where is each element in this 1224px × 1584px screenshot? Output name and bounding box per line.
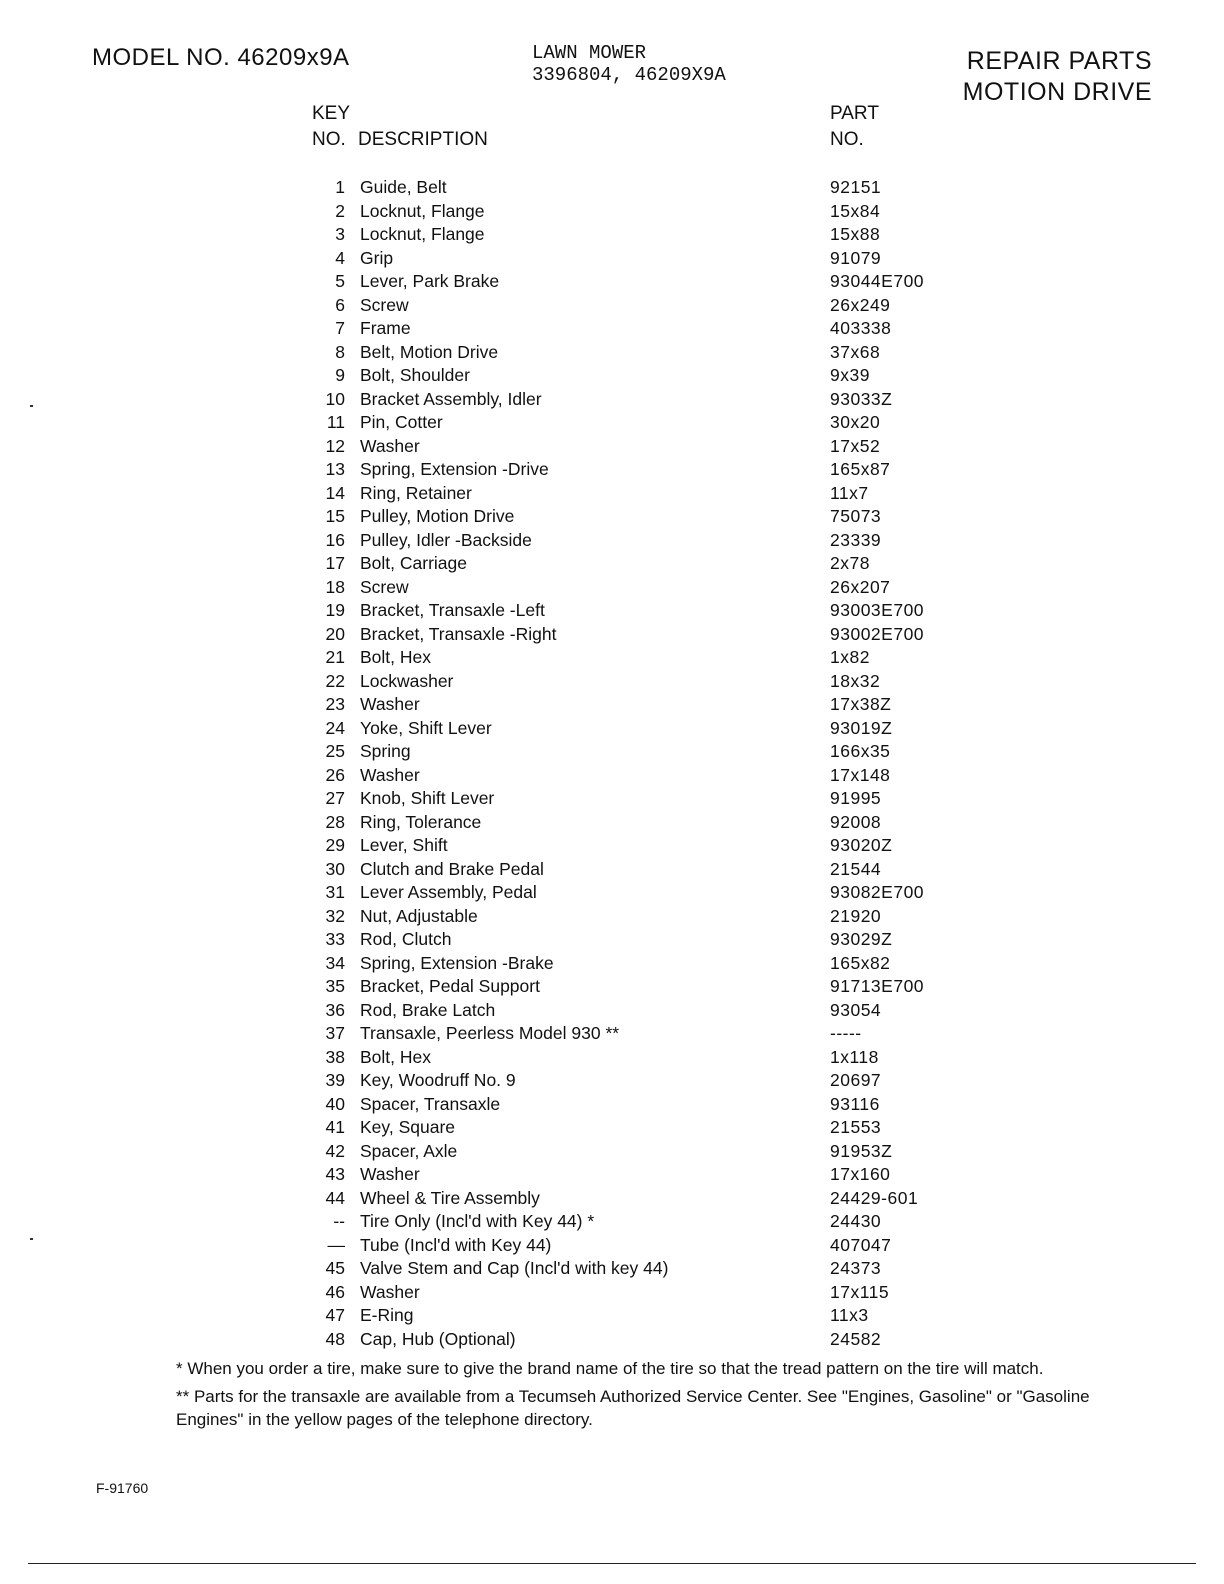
part-number: 93020Z bbox=[830, 835, 893, 855]
part-row bbox=[300, 529, 1000, 553]
key-number: 26 bbox=[325, 764, 345, 785]
part-number: 92008 bbox=[830, 811, 882, 832]
part-row bbox=[300, 1328, 1000, 1352]
part-number: 17x115 bbox=[830, 1281, 890, 1302]
part-row bbox=[300, 1281, 1000, 1305]
part-row bbox=[300, 764, 1000, 788]
part-row bbox=[300, 1093, 1000, 1117]
part-number: 1x118 bbox=[830, 1046, 879, 1067]
part-description: Tube (Incl'd with Key 44) bbox=[360, 1234, 552, 1255]
key-number: 24 bbox=[325, 717, 345, 738]
key-number: 2 bbox=[335, 200, 345, 221]
part-row bbox=[300, 1257, 1000, 1281]
part-description: Screw bbox=[360, 576, 409, 597]
part-description: Bolt, Shoulder bbox=[360, 365, 470, 385]
part-row bbox=[300, 364, 1000, 388]
model-number: MODEL NO. 46209x9A bbox=[92, 44, 350, 71]
key-number: 17 bbox=[325, 553, 345, 573]
part-row bbox=[300, 270, 1000, 294]
product-name: LAWN MOWER bbox=[532, 42, 647, 64]
part-description: Wheel & Tire Assembly bbox=[360, 1187, 540, 1208]
part-number: 93029Z bbox=[830, 929, 893, 949]
part-description: Washer bbox=[360, 1164, 420, 1184]
part-description: Washer bbox=[360, 435, 420, 456]
key-number: 6 bbox=[335, 294, 345, 315]
part-number: 11x3 bbox=[830, 1305, 869, 1325]
part-number: 166x35 bbox=[830, 741, 891, 761]
part-row bbox=[300, 223, 1000, 247]
key-number: 36 bbox=[325, 999, 345, 1020]
key-number: 18 bbox=[325, 576, 345, 597]
part-number: 407047 bbox=[830, 1234, 892, 1255]
part-number: 17x52 bbox=[830, 435, 881, 456]
key-number: 10 bbox=[325, 388, 345, 409]
part-description: Screw bbox=[360, 294, 409, 315]
key-number: 4 bbox=[335, 247, 345, 268]
part-description: Washer bbox=[360, 694, 420, 714]
part-description: Valve Stem and Cap (Incl'd with key 44) bbox=[360, 1258, 669, 1278]
key-number: 11 bbox=[326, 412, 345, 432]
part-number: 17x160 bbox=[830, 1164, 891, 1184]
part-description: Pin, Cotter bbox=[360, 412, 443, 432]
part-number: 23339 bbox=[830, 529, 882, 550]
part-number: 18x32 bbox=[830, 670, 881, 691]
part-row bbox=[300, 341, 1000, 365]
part-description: Spring, Extension -Brake bbox=[360, 952, 554, 973]
part-number: 93054 bbox=[830, 999, 882, 1020]
part-description: Locknut, Flange bbox=[360, 200, 485, 221]
part-description: Bracket, Transaxle -Right bbox=[360, 623, 557, 644]
key-number: 5 bbox=[335, 271, 345, 291]
part-row bbox=[300, 999, 1000, 1023]
part-row bbox=[300, 975, 1000, 999]
part-row bbox=[300, 576, 1000, 600]
part-row bbox=[300, 458, 1000, 482]
part-row bbox=[300, 599, 1000, 623]
part-row bbox=[300, 435, 1000, 459]
part-description: Spacer, Axle bbox=[360, 1140, 458, 1161]
part-number: 30x20 bbox=[830, 412, 881, 432]
part-header-line-1: PART bbox=[830, 103, 879, 124]
part-row bbox=[300, 740, 1000, 764]
part-number: 93002E700 bbox=[830, 623, 925, 644]
key-number: 16 bbox=[325, 529, 345, 550]
part-description: E-Ring bbox=[360, 1305, 414, 1325]
key-number: 19 bbox=[325, 600, 345, 620]
part-row bbox=[300, 552, 1000, 576]
key-number: 38 bbox=[325, 1046, 345, 1067]
part-row bbox=[300, 881, 1000, 905]
part-description: Pulley, Idler -Backside bbox=[360, 529, 532, 550]
key-number: 28 bbox=[325, 811, 345, 832]
key-header-line-1: KEY bbox=[312, 103, 351, 124]
part-number: 165x82 bbox=[830, 952, 891, 973]
key-number: 34 bbox=[325, 952, 345, 973]
part-number: 75073 bbox=[830, 506, 882, 526]
product-numbers: 3396804, 46209X9A bbox=[532, 64, 726, 86]
key-number: 39 bbox=[325, 1070, 345, 1090]
part-row bbox=[300, 1304, 1000, 1328]
key-number: 21 bbox=[325, 647, 345, 667]
part-description: Washer bbox=[360, 764, 420, 785]
part-number: 91995 bbox=[830, 788, 882, 808]
part-number: 93033Z bbox=[830, 388, 893, 409]
key-number: 1 bbox=[335, 177, 345, 197]
key-number: 25 bbox=[325, 741, 345, 761]
part-description: Lockwasher bbox=[360, 670, 454, 691]
part-column-header bbox=[830, 101, 879, 153]
part-number: 15x88 bbox=[830, 224, 881, 244]
key-number: 7 bbox=[335, 318, 345, 338]
part-description: Bolt, Carriage bbox=[360, 553, 467, 573]
part-description: Spring bbox=[360, 741, 411, 761]
part-number: 9x39 bbox=[830, 365, 870, 385]
key-number: 15 bbox=[325, 506, 345, 526]
part-description: Pulley, Motion Drive bbox=[360, 506, 515, 526]
part-number: 93044E700 bbox=[830, 271, 925, 291]
part-number: 26x207 bbox=[830, 576, 891, 597]
part-description: Belt, Motion Drive bbox=[360, 341, 499, 362]
part-row bbox=[300, 670, 1000, 694]
part-description: Cap, Hub (Optional) bbox=[360, 1328, 516, 1349]
key-number: 41 bbox=[325, 1117, 345, 1137]
part-description: Yoke, Shift Lever bbox=[360, 717, 492, 738]
part-row bbox=[300, 834, 1000, 858]
part-description: Spacer, Transaxle bbox=[360, 1093, 501, 1114]
part-number: 91713E700 bbox=[830, 976, 925, 996]
part-row bbox=[300, 717, 1000, 741]
part-description: Bracket Assembly, Idler bbox=[360, 388, 542, 409]
key-number: 12 bbox=[325, 435, 345, 456]
part-description: Lever, Park Brake bbox=[360, 271, 500, 291]
key-number: 47 bbox=[325, 1305, 345, 1325]
key-number: 22 bbox=[325, 670, 345, 691]
key-number: 29 bbox=[325, 835, 345, 855]
key-number: 31 bbox=[325, 882, 345, 902]
key-number: 44 bbox=[325, 1187, 345, 1208]
part-description: Bolt, Hex bbox=[360, 647, 431, 667]
part-row bbox=[300, 200, 1000, 224]
scan-speck bbox=[30, 1238, 33, 1240]
scan-speck bbox=[30, 405, 33, 407]
key-number: 37 bbox=[325, 1023, 345, 1043]
part-number: 92151 bbox=[830, 177, 882, 197]
part-number: 24582 bbox=[830, 1328, 882, 1349]
key-number: 43 bbox=[325, 1164, 345, 1184]
key-number: 23 bbox=[325, 694, 345, 714]
part-description: Washer bbox=[360, 1281, 420, 1302]
footnote-transaxle: ** Parts for the transaxle are available from a Tecumseh Authorized Service Center. See "Engines, Gasoline" or "Gasoline Engines" in the yellow pages of the telephone directory. bbox=[176, 1387, 1090, 1429]
part-row bbox=[300, 1234, 1000, 1258]
part-description: Rod, Clutch bbox=[360, 929, 452, 949]
part-description: Rod, Brake Latch bbox=[360, 999, 496, 1020]
part-row bbox=[300, 811, 1000, 835]
part-row bbox=[300, 623, 1000, 647]
part-number: 21544 bbox=[830, 858, 882, 879]
part-header-line-2: NO. bbox=[830, 129, 864, 150]
part-description: Bracket, Pedal Support bbox=[360, 976, 540, 996]
part-row bbox=[300, 928, 1000, 952]
part-description: Grip bbox=[360, 247, 394, 268]
part-description: Tire Only (Incl'd with Key 44) * bbox=[360, 1211, 595, 1231]
part-number: 24430 bbox=[830, 1211, 882, 1231]
part-row bbox=[300, 482, 1000, 506]
key-number: -- bbox=[333, 1211, 345, 1231]
part-number: 26x249 bbox=[830, 294, 891, 315]
part-row bbox=[300, 952, 1000, 976]
product-heading bbox=[532, 42, 726, 86]
part-row bbox=[300, 787, 1000, 811]
part-row bbox=[300, 388, 1000, 412]
part-description: Key, Woodruff No. 9 bbox=[360, 1070, 516, 1090]
key-number: 27 bbox=[325, 788, 345, 808]
part-number: 93019Z bbox=[830, 717, 893, 738]
part-row bbox=[300, 317, 1000, 341]
key-number: 14 bbox=[325, 482, 345, 503]
part-number: 37x68 bbox=[830, 341, 881, 362]
part-number: 24429-601 bbox=[830, 1187, 919, 1208]
part-description: Ring, Tolerance bbox=[360, 811, 482, 832]
part-row bbox=[300, 1140, 1000, 1164]
part-row bbox=[300, 1046, 1000, 1070]
part-number: 17x38Z bbox=[830, 694, 892, 714]
title-line-1: REPAIR PARTS bbox=[966, 47, 1152, 75]
part-number: 165x87 bbox=[830, 459, 891, 479]
key-number: 13 bbox=[325, 459, 345, 479]
key-number: 45 bbox=[325, 1258, 345, 1278]
key-number: 20 bbox=[325, 623, 345, 644]
key-number: 40 bbox=[325, 1093, 345, 1114]
key-header-line-2: NO. bbox=[312, 129, 346, 150]
part-row bbox=[300, 505, 1000, 529]
part-description: Knob, Shift Lever bbox=[360, 788, 495, 808]
part-number: 21920 bbox=[830, 905, 882, 926]
part-row bbox=[300, 905, 1000, 929]
part-row bbox=[300, 858, 1000, 882]
part-description: Locknut, Flange bbox=[360, 224, 485, 244]
footnotes bbox=[176, 1357, 1116, 1436]
part-row bbox=[300, 1022, 1000, 1046]
key-number: 48 bbox=[325, 1328, 345, 1349]
part-row bbox=[300, 294, 1000, 318]
part-row bbox=[300, 1210, 1000, 1234]
key-number: 35 bbox=[325, 976, 345, 996]
parts-list bbox=[300, 176, 1000, 1351]
key-number: — bbox=[327, 1234, 345, 1255]
part-number: 17x148 bbox=[830, 764, 891, 785]
form-code: F-91760 bbox=[96, 1480, 149, 1496]
part-description: Bolt, Hex bbox=[360, 1046, 431, 1067]
key-number: 42 bbox=[325, 1140, 345, 1161]
part-number: 93003E700 bbox=[830, 600, 925, 620]
key-column-header bbox=[312, 101, 350, 153]
part-row bbox=[300, 646, 1000, 670]
part-row bbox=[300, 1187, 1000, 1211]
description-column-header: DESCRIPTION bbox=[358, 129, 488, 150]
part-row bbox=[300, 693, 1000, 717]
part-description: Spring, Extension -Drive bbox=[360, 459, 549, 479]
part-row bbox=[300, 411, 1000, 435]
part-description: Lever Assembly, Pedal bbox=[360, 882, 537, 902]
key-number: 8 bbox=[335, 341, 345, 362]
part-description: Transaxle, Peerless Model 930 ** bbox=[360, 1023, 620, 1043]
key-number: 30 bbox=[325, 858, 345, 879]
part-number: 91079 bbox=[830, 247, 882, 268]
key-number: 32 bbox=[325, 905, 345, 926]
part-number: 11x7 bbox=[830, 482, 869, 503]
part-row bbox=[300, 1069, 1000, 1093]
part-number: 21553 bbox=[830, 1117, 882, 1137]
part-number: 91953Z bbox=[830, 1140, 893, 1161]
part-description: Nut, Adjustable bbox=[360, 905, 478, 926]
part-description: Frame bbox=[360, 318, 411, 338]
part-description: Bracket, Transaxle -Left bbox=[360, 600, 545, 620]
part-row bbox=[300, 176, 1000, 200]
part-number: 2x78 bbox=[830, 553, 870, 573]
page-title bbox=[963, 46, 1152, 108]
part-number: 403338 bbox=[830, 318, 892, 338]
part-description: Clutch and Brake Pedal bbox=[360, 858, 544, 879]
part-description: Ring, Retainer bbox=[360, 482, 472, 503]
footnote-tire: * When you order a tire, make sure to give the brand name of the tire so that the tread pattern on the tire will match. bbox=[176, 1359, 1044, 1378]
title-line-2: MOTION DRIVE bbox=[962, 78, 1152, 106]
part-number: ----- bbox=[830, 1023, 862, 1043]
part-number: 20697 bbox=[830, 1070, 882, 1090]
part-number: 24373 bbox=[830, 1258, 882, 1278]
key-number: 3 bbox=[335, 224, 345, 244]
part-description: Lever, Shift bbox=[360, 835, 448, 855]
part-number: 15x84 bbox=[830, 200, 881, 221]
key-number: 46 bbox=[325, 1281, 345, 1302]
part-row bbox=[300, 1163, 1000, 1187]
part-number: 93116 bbox=[830, 1093, 880, 1114]
part-description: Guide, Belt bbox=[360, 177, 447, 197]
key-number: 9 bbox=[335, 365, 345, 385]
part-description: Key, Square bbox=[360, 1117, 456, 1137]
bottom-rule bbox=[28, 1563, 1196, 1564]
part-number: 93082E700 bbox=[830, 882, 925, 902]
part-number: 1x82 bbox=[830, 647, 870, 667]
part-row bbox=[300, 1116, 1000, 1140]
part-row bbox=[300, 247, 1000, 271]
key-number: 33 bbox=[325, 929, 345, 949]
